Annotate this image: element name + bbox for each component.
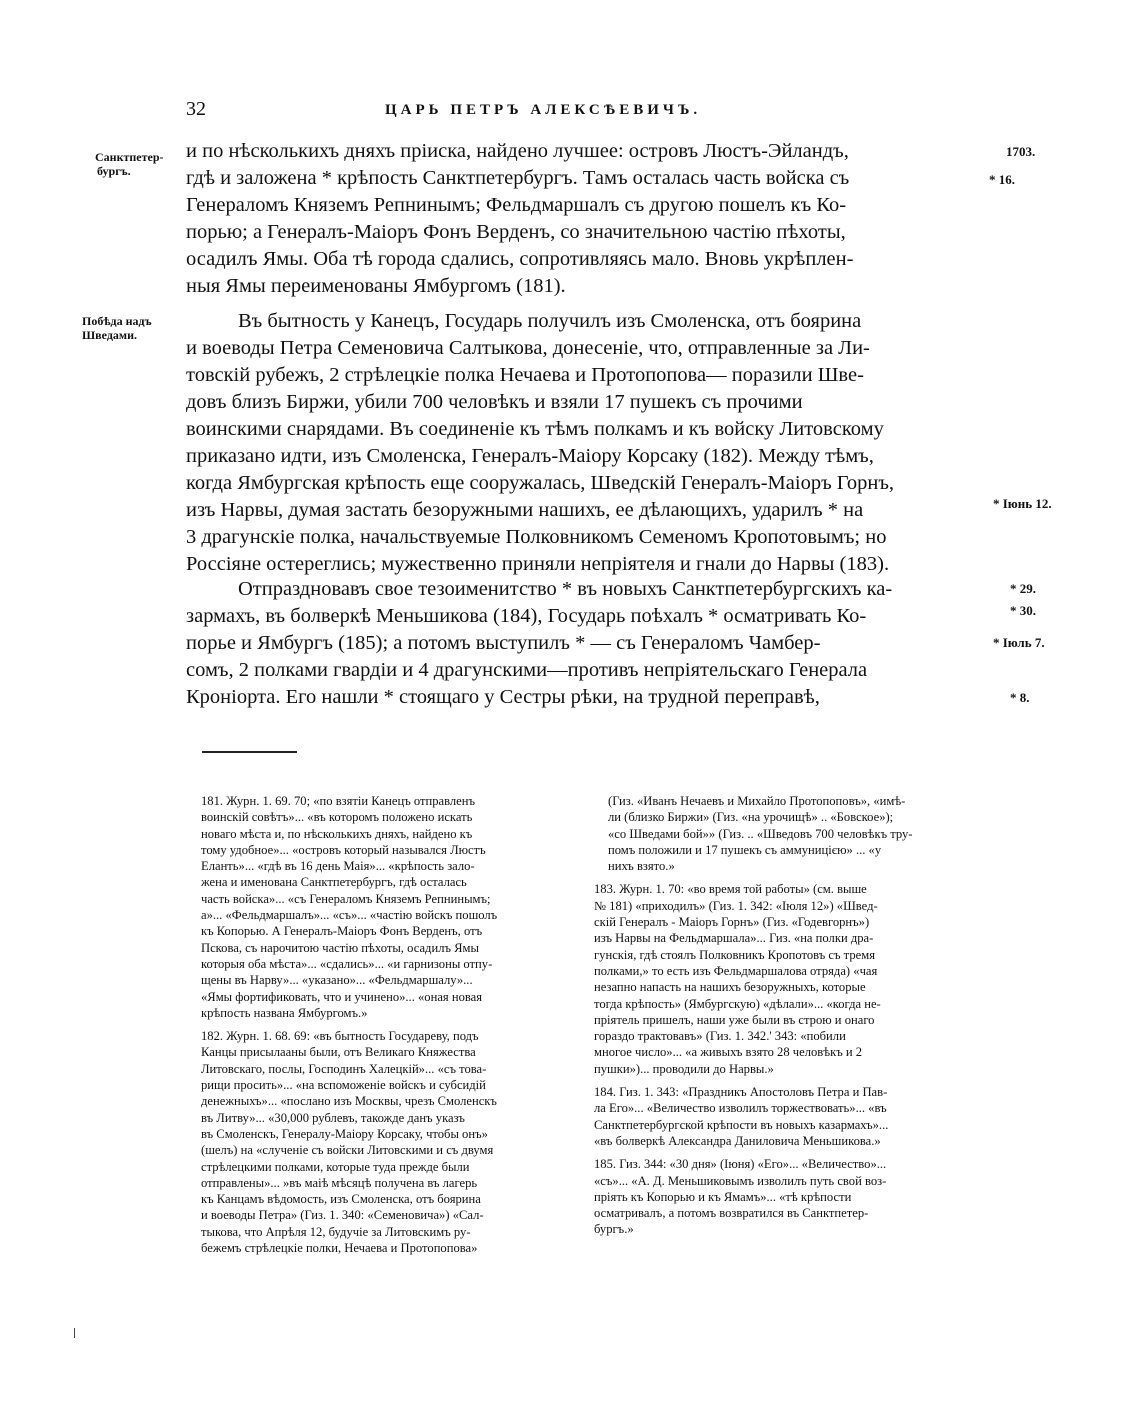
- footnote-line: отправлены»... »въ маіѣ мѣсяцѣ получена въ лагерь: [201, 1175, 478, 1190]
- margin-note-line: бургъ.: [97, 164, 131, 178]
- text-line: ныя Ямы переименованы Ямбургомъ (181).: [186, 275, 566, 297]
- text-line: и воеводы Петра Семеновича Салтыкова, донесеніе, что, отправленные за Ли-: [186, 337, 870, 359]
- footnote-line: которыя оба мѣста»... «сдались»... «и гарнизоны отпу-: [201, 956, 493, 971]
- footnote-182: [201, 1028, 591, 1256]
- text-line: зармахъ, въ болверкѣ Меньшикова (184), Государь поѣхалъ * осматривать Ко-: [186, 605, 867, 627]
- running-title: ЦАРЬ ПЕТРЪ АЛЕКСѢЕВИЧЪ.: [385, 102, 702, 118]
- margin-note-victory: [82, 314, 152, 342]
- footnote-line: гораздо трактовавъ» (Гиз. 1. 342.' 343: «побили: [594, 1029, 846, 1044]
- margin-note-line: Санктпетер-: [95, 150, 164, 164]
- text-line: сомъ, 2 полками гвардіи и 4 драгунскими—противъ непріятельскаго Генерала: [186, 659, 868, 681]
- text-line: порью; а Генералъ-Маіоръ Фонъ Верденъ, со значительною частію пѣхоты,: [186, 221, 846, 243]
- footnote-line: «Ямы фортификовать, что и учинено»... «оная новая: [201, 989, 483, 1004]
- footnote-line: ли (близко Биржи» (Гиз. «на урочищѣ» .. «Бовское»);: [608, 810, 894, 825]
- footnote-line: незапно напасть на нашихъ безоружныхъ, которые: [594, 980, 866, 995]
- footnote-line: скій Генералъ - Маіоръ Горнъ» (Гиз. «Годевгорнъ»): [594, 915, 870, 930]
- footnote-line: 181. Журн. 1. 69. 70; «по взятіи Канецъ отправленъ: [201, 794, 476, 808]
- text-line: Въ бытность у Канецъ, Государь получилъ изъ Смоленска, отъ боярина: [238, 310, 862, 332]
- text-line: гдѣ и заложена * крѣпость Санктпетербургъ. Тамъ осталась часть войска съ: [186, 167, 850, 189]
- text-line: Генераломъ Княземъ Репнинымъ; Фельдмаршалъ съ другою пошелъ къ Ко-: [186, 194, 847, 216]
- footnote-line: рищи просить»... «на вспоможеніе войскъ и субсидій: [201, 1078, 486, 1093]
- footnote-line: пріять къ Копорью и къ Ямамъ»... «тѣ крѣпости: [594, 1189, 852, 1204]
- footnote-line: къ Канцамъ вѣдомость, изъ Смоленска, отъ боярина: [201, 1192, 481, 1207]
- footnote-line: часть войска»... «съ Генераломъ Княземъ Репнинымъ;: [201, 891, 491, 906]
- footnote-line: бежемъ стрѣлецкіе полки, Нечаева и Протопопова»: [201, 1241, 478, 1256]
- footnote-line: Канцы присылааны были, отъ Великаго Княжества: [201, 1045, 476, 1060]
- date-note: * 8.: [1010, 690, 1030, 705]
- footnote-line: жена и именована Санктпетербургъ, гдѣ осталась: [201, 875, 467, 890]
- footnote-line: гунскія, гдѣ стоялъ Полковникъ Кропотовъ съ тремя: [594, 947, 875, 962]
- text-line: порье и Ямбургъ (185); а потомъ выступилъ * — съ Генераломъ Чамбер-: [186, 632, 821, 654]
- footnote-line: нихъ взято.»: [608, 859, 675, 874]
- footnote-182-cont: [594, 793, 984, 874]
- text-line: когда Ямбургская крѣпость еще сооружалась, Шведскій Генералъ-Маіоръ Горнъ,: [186, 472, 895, 494]
- footnote-line: бургъ.»: [594, 1222, 634, 1237]
- footnote-line: тому удобное»... «островъ который назывался Люстъ: [201, 842, 486, 857]
- footnote-line: Литовскаго, послы, Господинъ Халецкій»... «съ това-: [201, 1061, 487, 1076]
- footnotes-right-column: [594, 793, 984, 1245]
- text-line: Кроніорта. Его нашли * стоящаго у Сестры рѣки, на трудной переправѣ,: [186, 686, 820, 708]
- footnote-line: къ Копорью. А Генералъ-Маіоръ Фонъ Верденъ, отъ: [201, 924, 483, 939]
- footnote-line: и воеводы Петра» (Гиз. 1. 340: «Семеновича») «Сал-: [201, 1208, 484, 1223]
- footnote-divider: [202, 751, 297, 753]
- footnote-line: 182. Журн. 1. 68. 69: «въ бытность Государеву, подъ: [201, 1029, 479, 1044]
- text-line: Отпраздновавъ свое тезоименитство * въ новыхъ Санктпетербургскихъ ка-: [238, 578, 893, 600]
- footnote-line: воинскій совѣтъ»... «въ которомъ положено искать: [201, 810, 473, 825]
- text-line: и по нѣсколькихъ дняхъ пріиска, найдено лучшее: островъ Люстъ-Эйландъ,: [186, 140, 849, 162]
- footnote-line: (шелъ) на «слученіе съ войски Литовскими и съ двумя: [201, 1143, 494, 1158]
- footnote-line: «въ болверкѣ Александра Даниловича Меньшикова.»: [594, 1133, 881, 1148]
- footnote-line: «съ»... «А. Д. Меньшиковымъ изволилъ путь свой воз-: [594, 1173, 887, 1188]
- text-line: изъ Нарвы, думая застать безоружными нашихъ, ее дѣлающихъ, ударилъ * на: [186, 499, 864, 521]
- text-line: осадилъ Ямы. Оба тѣ города сдались, сопротивляясь мало. Вновь укрѣплен-: [186, 248, 854, 270]
- footnote-line: ла Его»... «Величество изволилъ торжествовать»... «въ: [594, 1101, 887, 1116]
- date-note: * Іюнь 12.: [993, 496, 1052, 511]
- footnote-line: Еланть»... «гдѣ въ 16 день Маія»... «крѣпость зало-: [201, 859, 475, 874]
- footnote-line: изъ Нарвы на Фельдмаршала»... Гиз. «на полки дра-: [594, 931, 874, 946]
- footnote-181: [201, 793, 591, 1021]
- text-line: товскій рубежъ, 2 стрѣлецкіе полка Нечаева и Протопопова— поразили Шве-: [186, 364, 864, 386]
- margin-note-line: Побѣда надъ: [82, 314, 152, 328]
- footnote-line: «со Шведами бой»» (Гиз. .. «Шведовъ 700 человѣкъ тру-: [608, 826, 913, 841]
- date-note: * 29.: [1010, 581, 1036, 596]
- footnote-line: Санктпетербургской крѣпости въ новыхъ казармахъ»...: [594, 1117, 889, 1132]
- page-number: 32: [186, 98, 206, 120]
- footnote-line: многое число»... «а живыхъ взято 28 человѣкъ и 2: [594, 1045, 863, 1060]
- footnote-line: крѣпость названа Ямбургомъ.»: [201, 1005, 368, 1020]
- paragraph-2: [186, 308, 976, 578]
- text-line: 3 драгунскіе полка, начальствуемые Полковникомъ Семеномъ Кропотовымъ; но: [186, 526, 887, 548]
- footnote-line: осматривалъ, а потомъ возвратился въ Санктпетер-: [594, 1206, 869, 1221]
- footnote-line: пушки»)... проводили до Нарвы.»: [594, 1061, 774, 1076]
- footnote-line: 185. Гиз. 344: «30 дня» (Іюня) «Его»... «Величество»...: [594, 1157, 887, 1172]
- footnote-185: [594, 1156, 984, 1237]
- footnote-line: помъ положили и 17 пушекъ съ аммуницією» ... «у: [608, 842, 882, 857]
- scan-mark: [74, 1328, 75, 1338]
- footnote-line: стрѣлецкими полками, которые туда прежде были: [201, 1159, 470, 1174]
- margin-note-line: Шведами.: [82, 328, 137, 342]
- footnote-line: Пскова, съ нарочитою частію пѣхоты, осадилъ Ямы: [201, 940, 479, 955]
- date-note: * 16.: [989, 172, 1015, 187]
- footnote-line: а»... «Фельдмаршалъ»... «съ»... «частію войскъ пошолъ: [201, 908, 498, 923]
- footnote-line: 184. Гиз. 1. 343: «Праздникъ Апостоловъ Петра и Пав-: [594, 1085, 888, 1100]
- paragraph-3: [186, 576, 976, 711]
- footnote-line: тыкова, что Апрѣля 12, будучіе за Литовскимъ ру-: [201, 1224, 471, 1239]
- footnote-line: новаго мѣста и, по нѣсколькихъ дняхъ, найдено къ: [201, 826, 473, 841]
- margin-note-spb: [95, 150, 164, 178]
- footnote-line: полками,» то есть изъ Фельдмаршалова отряда) «чая: [594, 963, 878, 978]
- footnote-line: пріятель пришелъ, наши уже были въ строю и онаго: [594, 1012, 875, 1027]
- footnote-line: въ Литву»... «30,000 рублевъ, такожде данъ указъ: [201, 1110, 465, 1125]
- footnote-line: 183. Журн. 1. 70: «во время той работы» (см. выше: [594, 882, 867, 897]
- footnote-line: (Гиз. «Иванъ Нечаевъ и Михайло Протопоповъ», «имѣ-: [608, 794, 906, 808]
- footnote-183: [594, 881, 984, 1077]
- footnote-line: денежныхъ»... «послано изъ Москвы, чрезъ Смоленскъ: [201, 1094, 497, 1109]
- footnotes-left-column: [201, 793, 591, 1263]
- text-line: Россіяне остереглись; мужественно приняли непріятеля и гнали до Нарвы (183).: [186, 553, 890, 575]
- paragraph-1: [186, 138, 976, 300]
- date-note: 1703.: [1006, 144, 1036, 159]
- footnote-line: въ Смоленскъ, Генералу-Маіору Корсаку, чтобы онъ»: [201, 1126, 488, 1141]
- footnote-184: [594, 1084, 984, 1149]
- date-note: * 30.: [1010, 603, 1036, 618]
- date-note: * Іюль 7.: [993, 635, 1045, 650]
- footnote-line: № 181) «приходилъ» (Гиз. 1. 342: «Іюля 12») «Швед-: [594, 898, 878, 913]
- footnote-line: тогда крѣпость» (Ямбургскую) «дѣлали»... «когда не-: [594, 996, 881, 1011]
- text-line: приказано идти, изъ Смоленска, Генералъ-Маіору Корсаку (182). Между тѣмъ,: [186, 445, 874, 467]
- text-line: довъ близъ Биржи, убили 700 человѣкъ и взяли 17 пушекъ съ прочими: [186, 391, 803, 413]
- footnote-line: щены въ Нарву»... «указано»... «Фельдмаршалу»...: [201, 973, 473, 988]
- text-line: воинскими снарядами. Въ соединеніе къ тѣмъ полкамъ и къ войску Литовскому: [186, 418, 884, 440]
